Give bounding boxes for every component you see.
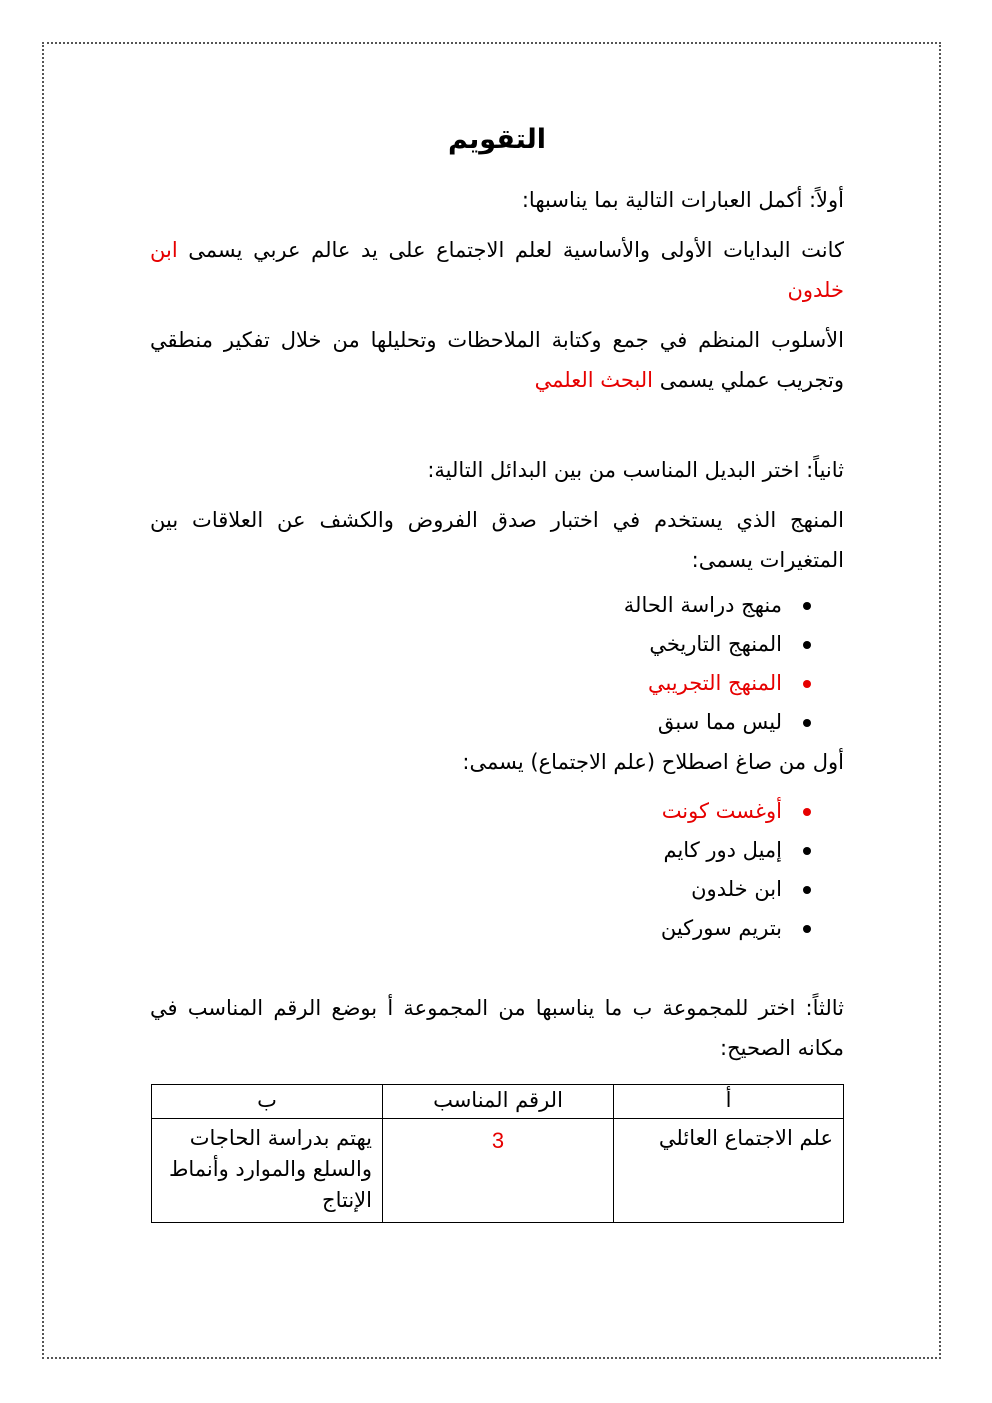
page-title: التقويم [447,124,547,155]
question-text: كانت البدايات الأولى والأساسية لعلم الاجتماع على يد عالم عربي يسمى [188,238,844,262]
column-header-b: ب [152,1085,383,1119]
table-header-row [152,1085,844,1119]
cell-a: علم الاجتماع العائلي [614,1119,844,1223]
worksheet [150,120,844,1223]
list-item: إميل دور كايم [150,831,844,870]
bullet-icon [803,808,811,816]
section3-heading: ثالثاً: اختر للمجموعة ب ما يناسبها من المجموعة أ بوضع الرقم المناسب في مكانه الصحيح: [150,996,844,1060]
list-item-correct: أوغست كونت [150,792,844,831]
section2-question-1: المنهج الذي يستخدم في اختبار صدق الفروض والكشف عن العلاقات بين المتغيرات يسمى: [150,508,844,572]
cell-number: 3 [383,1119,614,1223]
list-item: منهج دراسة الحالة [150,586,844,625]
list-item-correct: المنهج التجريبي [150,664,844,703]
bullet-icon [803,847,811,855]
list-item: المنهج التاريخي [150,625,844,664]
bullet-icon [803,719,811,727]
column-header-a: أ [614,1085,844,1119]
section1-question-1 [150,230,844,310]
bullet-icon [803,602,811,610]
list-item: بتريم سوركين [150,909,844,948]
cell-b: يهتم بدراسة الحاجات والسلع والموارد وأنماط الإنتاج [152,1119,383,1223]
bullet-icon [803,925,811,933]
section1-question-2 [150,320,844,400]
list-item: ابن خلدون [150,870,844,909]
options-list [150,586,844,742]
matching-table [151,1084,844,1223]
bullet-icon [803,641,811,649]
section2-heading: ثانياً: اختر البديل المناسب من بين البدائل التالية: [427,458,844,482]
bullet-icon [803,886,811,894]
bullet-icon [803,680,811,688]
answer-text: ابن خلدون [150,238,844,302]
table-row [152,1119,844,1223]
options-list [150,792,844,948]
list-item: ليس مما سبق [150,703,844,742]
section1-heading: أولاً: أكمل العبارات التالية بما يناسبها: [521,188,844,212]
section2-question-2: أول من صاغ اصطلاح (علم الاجتماع) يسمى: [462,750,844,774]
question-text: الأسلوب المنظم في جمع وكتابة الملاحظات وتحليلها من خلال تفكير منطقي وتجريب عملي يسمى [150,328,844,392]
answer-text: البحث العلمي [534,368,654,392]
column-header-number: الرقم المناسب [383,1085,614,1119]
